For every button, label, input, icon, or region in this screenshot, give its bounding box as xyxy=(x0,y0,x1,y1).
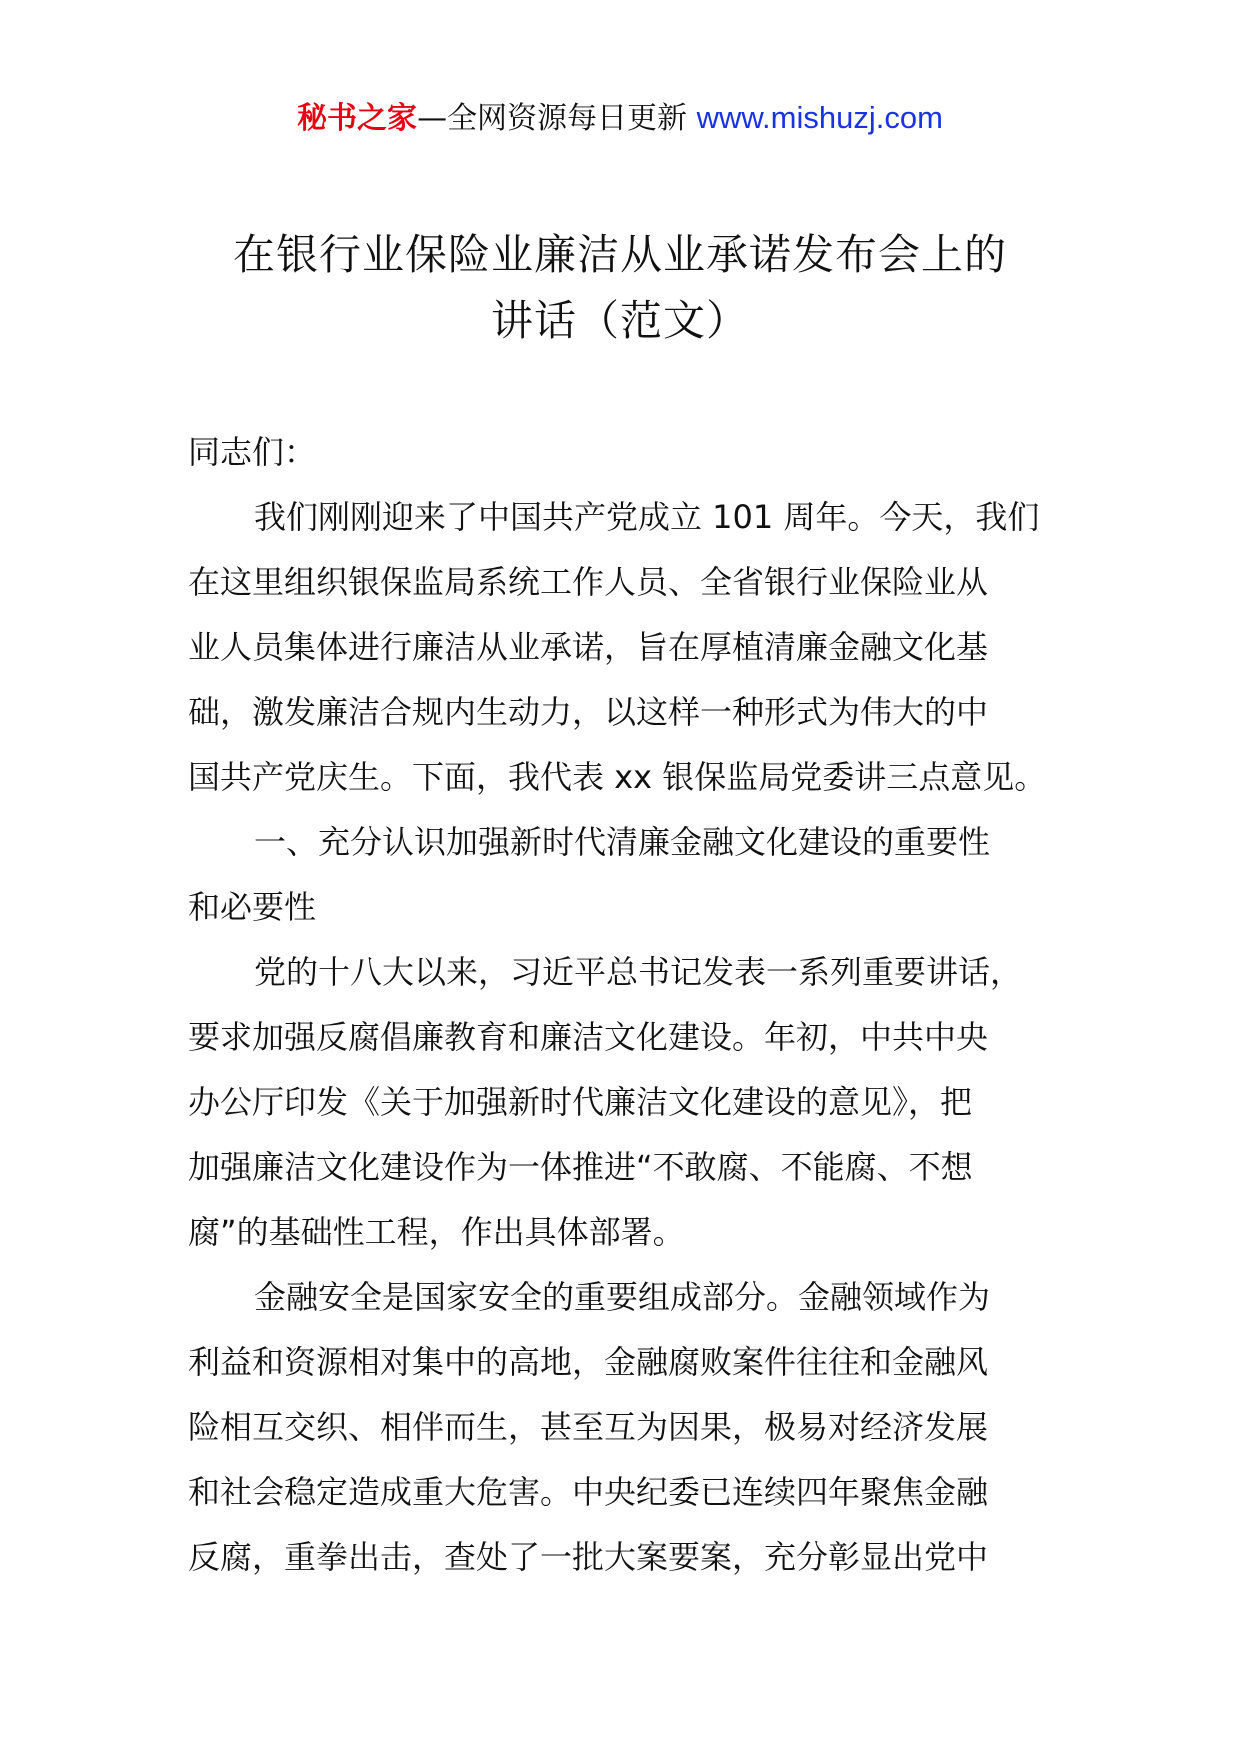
paragraph-line: 国共产党庆生。下面，我代表 xx 银保监局党委讲三点意见。 xyxy=(188,758,1047,796)
paragraph-line: 业人员集体进行廉洁从业承诺，旨在厚植清廉金融文化基 xyxy=(188,628,989,666)
brand-name: 秘书之家 xyxy=(297,101,418,136)
paragraph-line: 党的十八大以来，习近平总书记发表一系列重要讲话， xyxy=(254,953,1023,991)
paragraph-line: 险相互交织、相伴而生，甚至互为因果，极易对经济发展 xyxy=(188,1408,989,1446)
section-heading-line: 和必要性 xyxy=(188,888,317,926)
paragraph-line: 和社会稳定造成重大危害。中央纪委已连续四年聚焦金融 xyxy=(188,1473,989,1511)
paragraph-line: 要求加强反腐倡廉教育和廉洁文化建设。年初，中共中央 xyxy=(188,1018,989,1056)
paragraph-line: 腐”的基础性工程，作出具体部署。 xyxy=(188,1213,685,1251)
paragraph-line: 反腐，重拳出击，查处了一批大案要案，充分彰显出党中 xyxy=(188,1538,989,1576)
document-body xyxy=(188,420,1064,1590)
paragraph-line: 利益和资源相对集中的高地，金融腐败案件往往和金融风 xyxy=(188,1343,989,1381)
paragraph-line: 我们刚刚迎来了中国共产党成立 101 周年。今天，我们 xyxy=(254,498,1040,536)
site-url[interactable]: www.mishuzj.com xyxy=(696,100,943,135)
paragraph-line: 办公厅印发《关于加强新时代廉洁文化建设的意见》，把 xyxy=(188,1083,973,1121)
section-heading-line: 一、充分认识加强新时代清廉金融文化建设的重要性 xyxy=(254,823,991,861)
salutation: 同志们： xyxy=(188,433,317,471)
paragraph-line: 加强廉洁文化建设作为一体推进“不敢腐、不能腐、不想 xyxy=(188,1148,973,1186)
paragraph-line: 础，激发廉洁合规内生动力，以这样一种形式为伟大的中 xyxy=(188,693,989,731)
paragraph-line: 金融安全是国家安全的重要组成部分。金融领域作为 xyxy=(254,1278,991,1316)
header-tagline: —全网资源每日更新 xyxy=(417,101,697,136)
document-title xyxy=(150,222,1090,354)
paragraph-line: 在这里组织银保监局系统工作人员、全省银行业保险业从 xyxy=(188,563,989,601)
site-header xyxy=(0,98,1240,139)
title-line-2: 讲话（范文） xyxy=(490,296,749,345)
title-line-1: 在银行业保险业廉洁从业承诺发布会上的 xyxy=(232,230,1007,279)
